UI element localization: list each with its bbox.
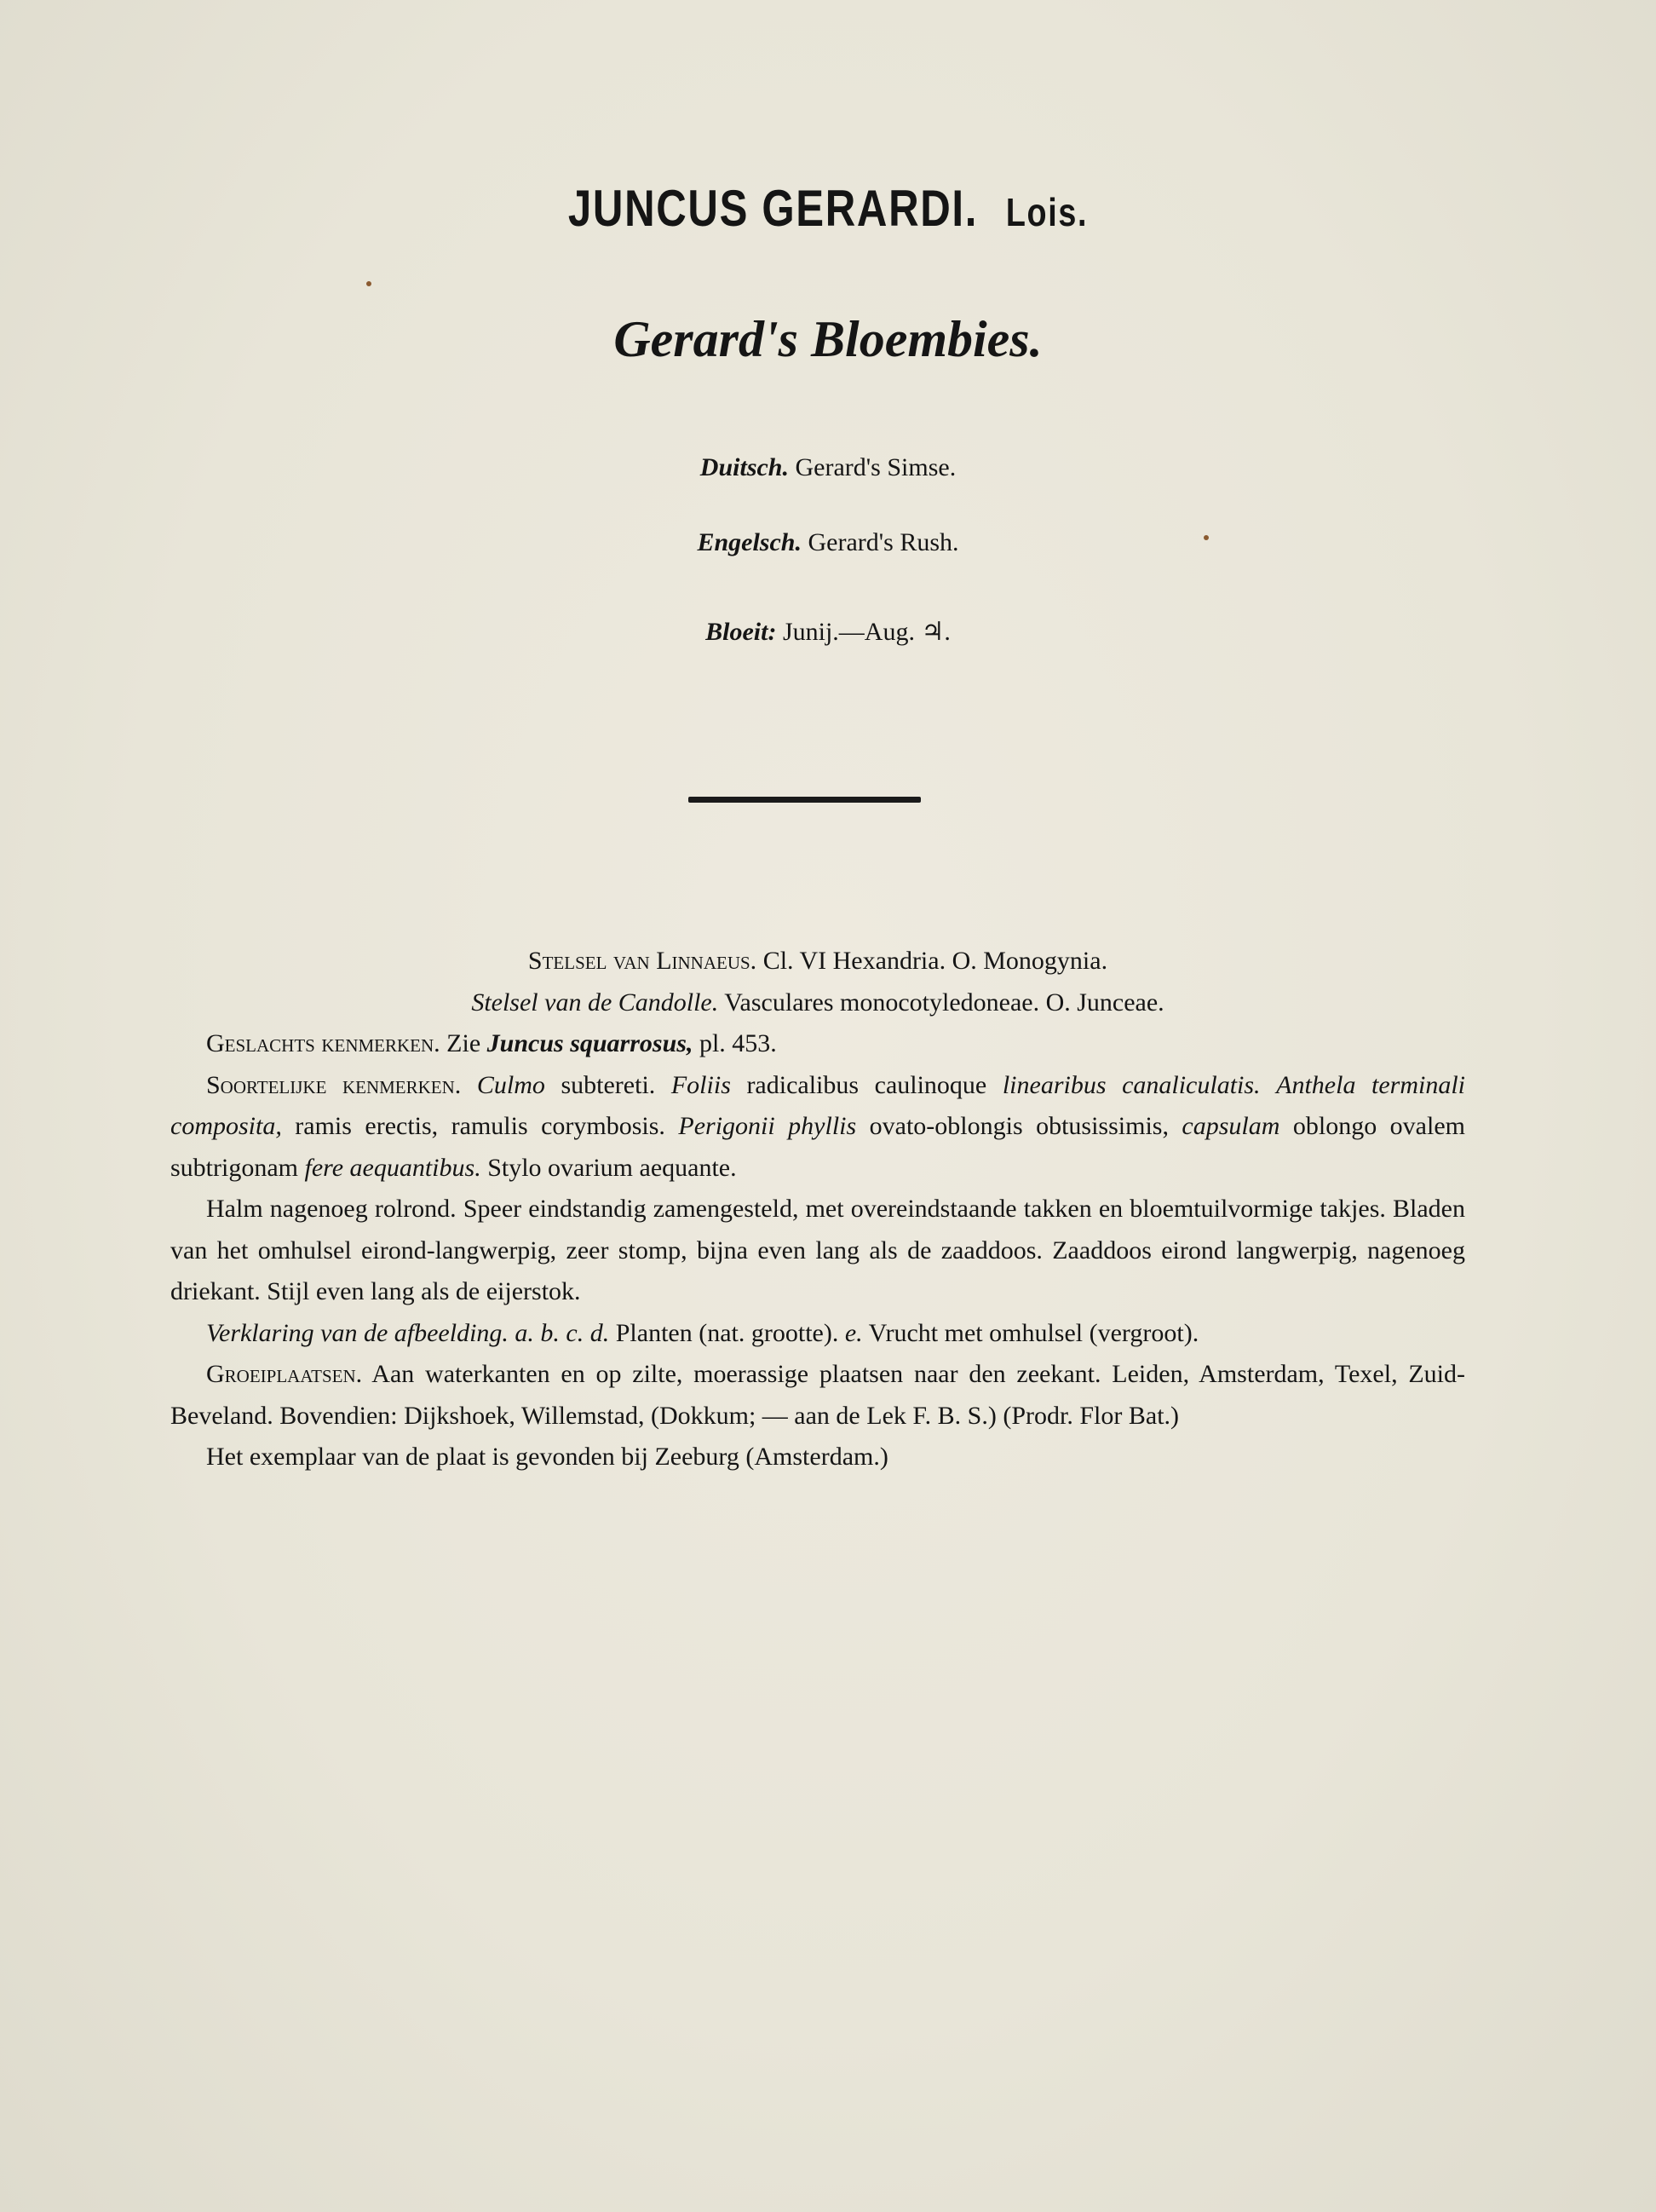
flowering-period [0,617,1656,647]
linnaeus-system [170,941,1465,982]
candolle-system [170,982,1465,1024]
genus-label: Geslachts kenmerken. [206,1029,440,1057]
species-text-run: radicalibus caulinoque [730,1070,1003,1099]
genus-text-b: pl. 453. [699,1029,777,1057]
genus-reference: Juncus squarrosus, [486,1029,693,1057]
flowering-label: Bloeit: [705,618,777,646]
plate-text-b: Vrucht met omhulsel (vergroot). [868,1318,1199,1347]
common-name-label: Duitsch. [699,453,789,481]
habitat [170,1354,1465,1437]
page-title [149,179,1507,238]
species-characters [170,1065,1465,1190]
plate-label: Verklaring van de afbeelding. [206,1318,509,1347]
common-name-value: Gerard's Rush. [808,528,959,556]
species-text-run: capsulam [1182,1112,1280,1140]
paper-speck [366,281,371,286]
species-text-run: ramis erectis, ramulis corymbosis. [281,1112,679,1140]
species-text-run: Foliis [670,1070,731,1099]
candolle-label: Stelsel van de Candolle. [471,988,719,1017]
paper-speck [1204,535,1209,540]
species-text-run: oblongo ovalem subtrigonam [170,1112,1465,1182]
subtitle: Gerard's Bloembies. [613,311,1043,367]
species-text-run: linearibus canaliculatis. [1002,1070,1261,1099]
genus-characters [170,1023,1465,1065]
habitat-label: Groeiplaatsen. [206,1360,363,1388]
title-main: JUNCUS GERARDI. [567,180,979,237]
plate-letters: a. b. c. d. [515,1318,610,1347]
linnaeus-text: Cl. VI Hexandria. O. Monogynia. [762,947,1108,975]
candolle-text: Vasculares monocotyledoneae. O. Junceae. [724,988,1164,1017]
species-text-run: subtereti. [544,1070,671,1099]
title-author: Lois. [1005,190,1089,234]
dutch-description: Halm nagenoeg rolrond. Speer eindstandig zamengesteld, met overeindstaande takken en bloemtuilvormige takjes. Bladen van het omhulsel eirond-langwerpig, zeer stomp, bijna even lang als de zaaddoos. Zaaddoos eirond langwerpig, nagenoeg driekant. Stijl even lang als de eijerstok. [170,1195,1465,1305]
specimen-note: Het exemplaar van de plaat is gevonden bij Zeeburg (Amsterdam.) [206,1443,888,1471]
common-name-german [0,453,1656,482]
description-body [170,941,1465,1478]
habitat-text: Aan waterkanten en op zilte, moerassige plaatsen naar den zeekant. Leiden, Amsterdam, Texel, Zuid-Beveland. Bovendien: Dijkshoek, Willemstad, (Dokkum; — aan de Lek F. B. S.) (Prodr. Flor Bat.) [170,1360,1465,1430]
species-text-run: Anthela terminali composita, [170,1070,1466,1140]
plate-letter-e: e. [844,1318,863,1347]
common-name-english [0,528,1656,557]
species-label: Soortelijke kenmerken. [206,1070,462,1099]
species-text-run [1261,1071,1277,1099]
common-name-value: Gerard's Simse. [795,453,957,481]
species-text-run: Culmo [476,1070,545,1099]
flowering-value: Junij.—Aug. ♃. [782,618,951,646]
plate-explanation [170,1313,1465,1355]
linnaeus-label: Stelsel van Linnaeus. [527,947,757,975]
genus-text: Zie [446,1029,481,1057]
plate-text: Planten (nat. grootte). [615,1318,839,1347]
species-text-run: fere aequantibus. [304,1153,481,1182]
common-name-label: Engelsch. [697,528,802,556]
species-text-run: Perigonii phyllis [678,1112,857,1140]
species-text-run: Stylo ovarium aequante. [480,1153,737,1182]
species-text-run: ovato-oblongis obtusissimis, [856,1112,1182,1140]
section-divider [688,797,921,803]
